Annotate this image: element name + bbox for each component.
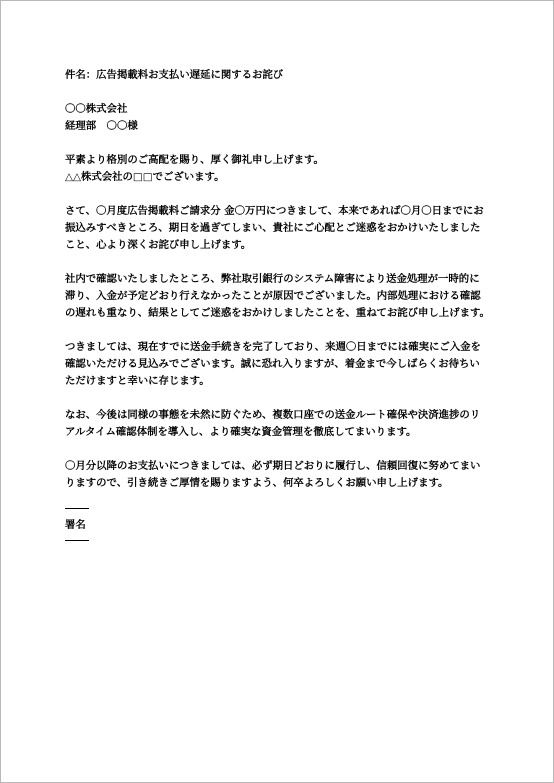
letter-body: [65, 67, 521, 549]
paragraph-line: つきましては、現在すでに送金手続きを完了しており、来週〇日までには確実にご入金を: [65, 341, 481, 353]
paragraph-line: アルタイム確認体制を導入し、より確実な資金管理を徹底してまいります。: [65, 426, 417, 438]
recipient-company: 〇〇株式会社: [65, 103, 128, 115]
spacer: [65, 322, 521, 339]
paragraph-line: 確認いただける見込みでございます。誠に恐れ入りますが、着金まで今しばらくお待ちい: [65, 358, 480, 370]
subject-line: 件名：広告掲載料お支払い遅延に関するお詫び: [65, 69, 284, 81]
spacer: [65, 390, 521, 407]
spacer: [65, 186, 521, 203]
paragraph-line: 振込みすべきところ、期日を過ぎてしまい、貴社にご心配とご迷惑をおかけいたしました: [65, 222, 481, 234]
paragraph-line: なお、今後は同様の事態を未然に防ぐため、複数口座での送金ルート確保や決済進捗のリ: [65, 409, 481, 421]
paragraph-line: 滞り、入金が予定どおり行えなかったことが原因でございました。内部処理における確認: [65, 290, 481, 302]
paragraph-line: 〇月分以降のお支払いにつきましては、必ず期日どおりに履行し、信頼回復に努めてまい: [65, 460, 481, 472]
paragraph-line: 社内で確認いたしましたところ、弊社取引銀行のシステム障害により送金処理が一時的に: [65, 273, 480, 285]
signature-top-rule: [65, 508, 89, 509]
spacer: [65, 441, 521, 458]
greeting-line: △△株式会社の□□でございます。: [65, 171, 225, 183]
signature-bottom-rule: [65, 540, 89, 541]
spacer: [65, 254, 521, 271]
paragraph-line: さて、〇月度広告掲載料ご請求分 金〇万円につきまして、本来であれば〇月〇日までにお: [65, 205, 484, 217]
paragraph-line: ただけますと幸いに存じます。: [65, 375, 210, 387]
signature-label: 署名: [65, 519, 86, 531]
spacer: [65, 84, 521, 101]
paragraph-line: りますので、引き続きご厚情を賜りますよう、何卒よろしくお願い申し上げます。: [65, 477, 449, 489]
spacer: [65, 135, 521, 152]
paragraph-line: こと、心より深くお詫び申し上げます。: [65, 239, 252, 251]
paragraph-line: の遅れも重なり、結果としてご迷惑をおかけしましたことを、重ねてお詫び申し上げます。: [65, 307, 490, 319]
recipient-department: 経理部 〇〇様: [65, 120, 138, 132]
greeting-line: 平素より格別のご高配を賜り、厚く御礼申し上げます。: [65, 154, 324, 166]
